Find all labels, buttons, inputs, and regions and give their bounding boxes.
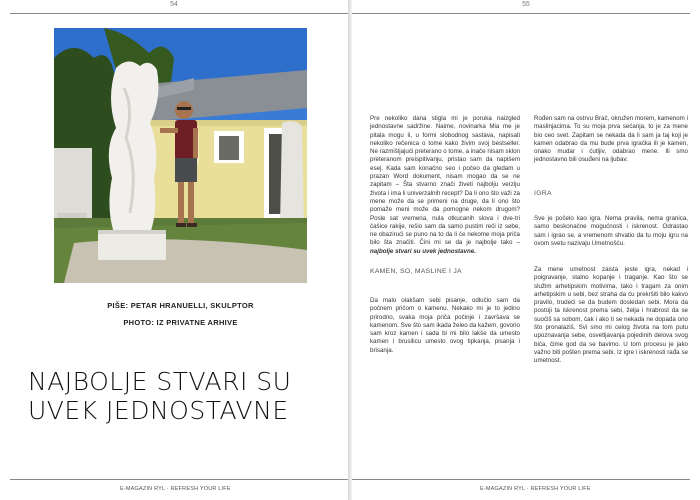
bottom-rule <box>10 479 348 480</box>
emphasis-text: najbolje stvari su uvek jednostavne. <box>370 247 476 255</box>
article-credits <box>54 297 307 331</box>
footer-text: E-MAGAZIN RYL · REFRESH YOUR LIFE <box>480 486 591 492</box>
footer-text: E-MAGAZIN RYL · REFRESH YOUR LIFE <box>120 486 231 492</box>
section-heading: KAMEN, SO, MASLINE I JA <box>370 268 462 275</box>
article-title <box>28 367 328 425</box>
paragraph-text: Pre nekoliko dana stigla mi je poruka naizgled jednostavne sadržine. Naime, novinarka Mia me je pitala mogu li, u formi slobodnog sastava, napisati nekoliko rečenica o tome kako živim svoj bestseller. Ne razmišljajući preterano o tome, a inače nisam sklon preteranom preispitivanju, pristao sam da napišem esej. Kada sam konačno seo i počeo da gledam u prazan Word dokument, nisam mogao da se ne zapitam – Šta stvarno znači živeti najbolju verziju života i ima li univerzalnih recept? Da li ono što važi za mene može da se primeni na druge, da li ono što pomaže meni može da pomogne nekom drugom? Posle sat vremena, nula otkucanih slova i dve-tri čašice rakije, rešio sam da samo pustim reči iz sebe, ne obazirući se puno na to da li će nekome moja priča bilo šta značiti. Čini mi se da je najbolje tako – <box>370 115 520 247</box>
page-number: 54 <box>170 1 178 8</box>
top-rule <box>10 13 348 14</box>
sculptor-photo <box>54 28 307 283</box>
bottom-rule <box>352 479 690 480</box>
body-paragraph: Za mene umetnost zaista jeste igra, nekad i poigravanje, stalno kopanje i traganje. Kao što se služim arhetipskim motivima, tako i tragam za onim arhetipskim u sebi, bez straha da ću prekršiti bilo kakvo pravilo, trudeći se da budem dosledan sebi. Mora da postoji ta iskrenost prema sebi, želja i hrabrost da se suočiš sa sobom, čak i ako ti se nekada ne dopada ono što pronalaziš. Svi smo mi celog života na tom putu upoznavanja sebe, osvetljavanja pojedinih delova svog bića, čime god da se bavimo. U tom procesu je jako važno biti pošten prema sebi. Iz igre i iskrenosti rađa se umetnost. <box>534 266 688 365</box>
author-credit: PIŠE: PETAR HRANUELLI, SKULPTOR <box>107 301 254 310</box>
left-page <box>0 0 348 500</box>
page-number: 55 <box>522 1 530 8</box>
photo-credit: PHOTO: IZ PRIVATNE ARHIVE <box>123 318 238 327</box>
top-rule <box>352 13 690 14</box>
body-paragraph: Rođen sam na ostrvu Brač, okružen morem, kamenom i maslinjacima. To su moja prva sećanja, to je za mene bio ceo svet. Zapitam se nekada da li sam ja taj koji je kamen odabrao da mu bude prva igračka ili je kamen, onako mudar i ćutljiv, odabrao mene. Ili smo jednostavno bili osuđeni na ljubav. <box>534 115 688 164</box>
section-heading: IGRA <box>534 190 552 197</box>
body-paragraph: Sve je počelo kao igra. Nema pravila, nema granica, samo beskonačne mogućnosti i iskrenost. Odrastao sam i igrao se, a vremenom shvatio da tu moju igru na ovom svetu nazivaju Umetnošću. <box>534 215 688 247</box>
title-line-2: UVEK JEDNOSTAVNE <box>28 396 289 425</box>
title-line-1: NAJBOLJE STVARI SU <box>28 367 292 396</box>
body-paragraph <box>370 115 520 256</box>
body-paragraph: Da malo olakšam sebi pisanje, odlučio sam da počnem pričom o kamenu. Nekako mi je to jedino prirodno, svaka moja priča počinje i završava se kamenom. Sve što sam ikada želeo da kažem, govorio sam kroz kamen i sada bi mi bilo lakše da umesto kamen i brusilicu umesto ovog tipkanja, pisanja i brisanja. <box>370 297 520 354</box>
